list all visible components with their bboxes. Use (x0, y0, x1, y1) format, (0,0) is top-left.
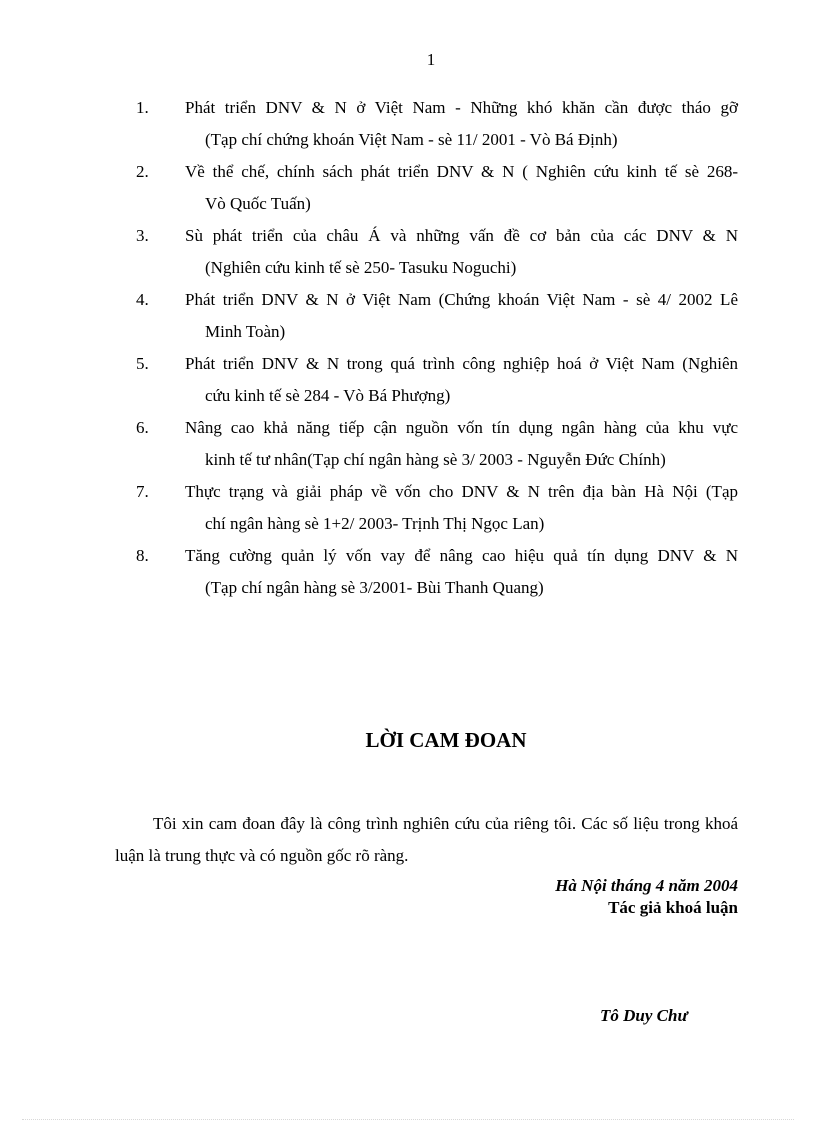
reference-source-line: (Tạp chí chứng khoán Việt Nam - sè 11/ 2001 - Vò Bá Định) (205, 130, 618, 149)
reference-item (130, 92, 738, 156)
reference-item (130, 284, 738, 348)
reference-list (130, 92, 738, 604)
reference-title-line: Phát triển DNV & N ở Việt Nam (Chứng khoán Việt Nam - sè 4/ 2002 Lê (185, 290, 738, 309)
reference-title-line: Nâng cao khả năng tiếp cận nguồn vốn tín dụng ngân hàng của khu vực (185, 418, 738, 437)
reference-item (130, 412, 738, 476)
signature-date: Hà Nội tháng 4 năm 2004 (555, 876, 738, 895)
reference-number: 3. (136, 226, 149, 245)
declaration-paragraph: Tôi xin cam đoan đây là công trình nghiên cứu của riêng tôi. Các số liệu trong khoá luận là trung thực và có nguồn gốc rõ ràng. (115, 814, 738, 865)
reference-source-line: Minh Toàn) (205, 322, 286, 341)
reference-source-line: chí ngân hàng sè 1+2/ 2003- Trịnh Thị Ngọc Lan) (205, 514, 545, 533)
reference-number: 6. (136, 418, 149, 437)
reference-item (130, 156, 738, 220)
reference-number: 4. (136, 290, 149, 309)
reference-source-line: Vò Quốc Tuấn) (205, 194, 311, 213)
reference-source-line: (Tạp chí ngân hàng sè 3/2001- Bùi Thanh Quang) (205, 578, 544, 597)
reference-number: 5. (136, 354, 149, 373)
page-bottom-divider (22, 1119, 794, 1120)
reference-source-line: cứu kinh tế sè 284 - Vò Bá Phượng) (205, 386, 451, 405)
author-name: Tô Duy Chư (600, 1006, 688, 1025)
reference-item (130, 220, 738, 284)
reference-title-line: Tăng cường quản lý vốn vay để nâng cao hiệu quả tín dụng DNV & N (185, 546, 738, 565)
signature-role: Tác giả khoá luận (608, 898, 738, 917)
reference-title-line: Sù phát triển của châu Á và những vấn đề cơ bản của các DNV & N (185, 226, 738, 245)
reference-item (130, 540, 738, 604)
reference-title-line: Về thể chế, chính sách phát triển DNV & N ( Nghiên cứu kinh tế sè 268- (185, 162, 738, 181)
reference-number: 1. (136, 98, 149, 117)
page-number: 1 (426, 50, 436, 69)
reference-title-line: Phát triển DNV & N ở Việt Nam - Những khó khăn cần được tháo gỡ (185, 98, 738, 117)
reference-item (130, 348, 738, 412)
reference-source-line: kinh tế tư nhân(Tạp chí ngân hàng sè 3/ 2003 - Nguyễn Đức Chính) (205, 450, 666, 469)
declaration-title: LỜI CAM ĐOAN (365, 728, 527, 752)
reference-number: 8. (136, 546, 149, 565)
reference-title-line: Phát triển DNV & N trong quá trình công nghiệp hoá ở Việt Nam (Nghiên (185, 354, 738, 373)
reference-source-line: (Nghiên cứu kinh tế sè 250- Tasuku Noguchi) (205, 258, 517, 277)
reference-item (130, 476, 738, 540)
reference-title-line: Thực trạng và giải pháp về vốn cho DNV & N trên địa bàn Hà Nội (Tạp (185, 482, 738, 501)
reference-number: 2. (136, 162, 149, 181)
reference-number: 7. (136, 482, 149, 501)
